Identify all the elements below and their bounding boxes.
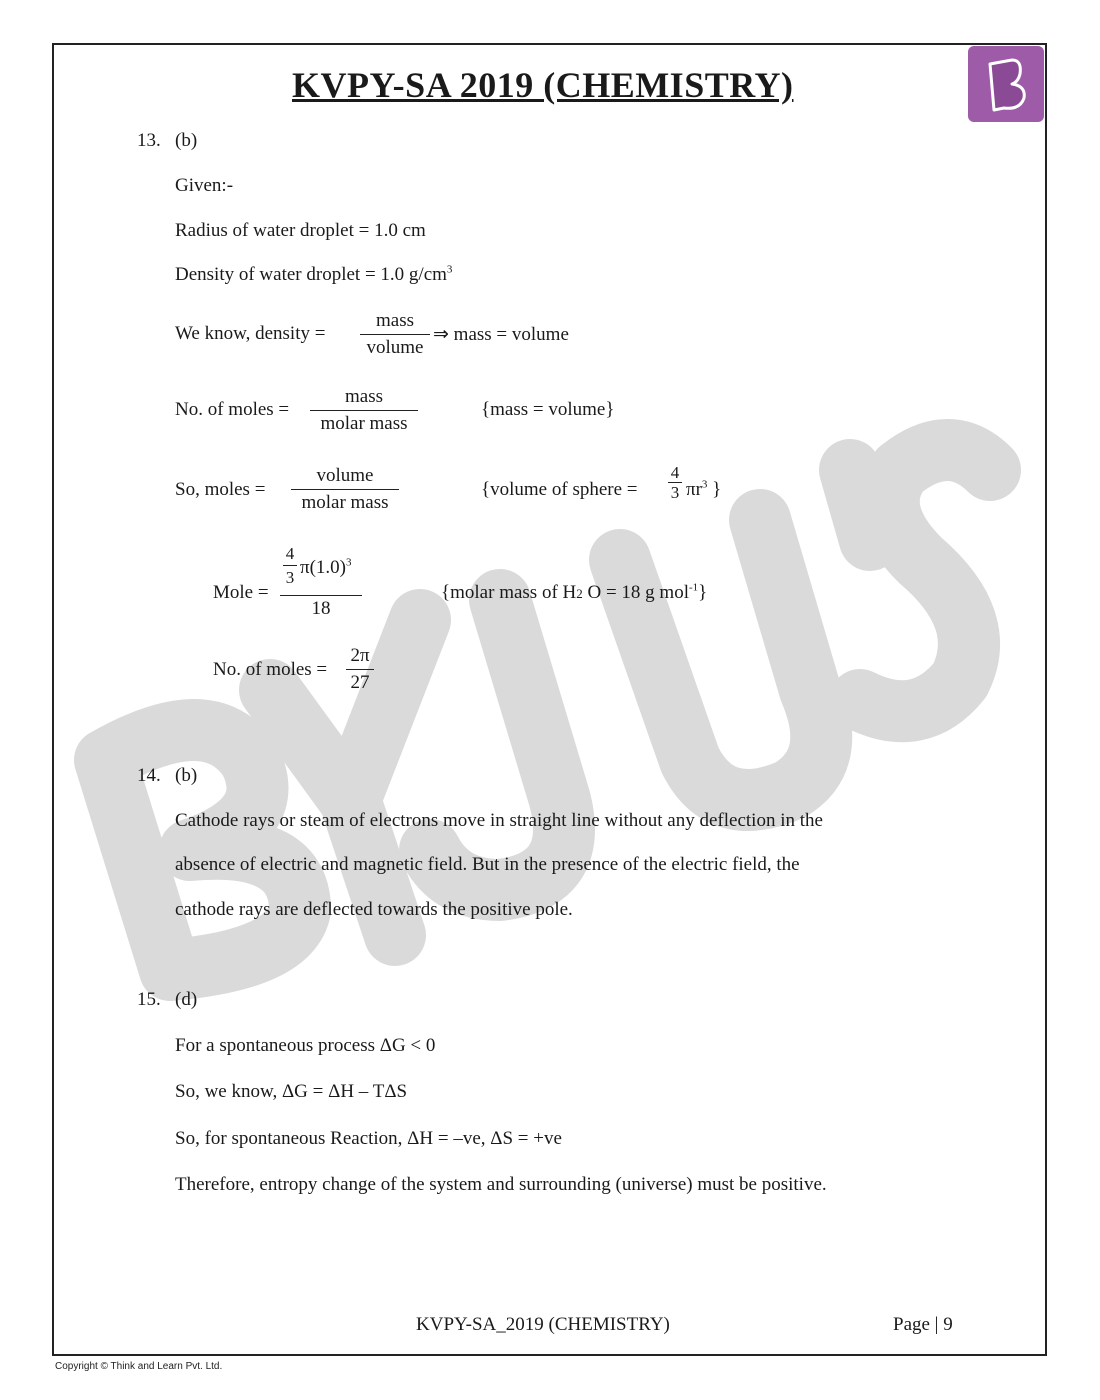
byjus-logo — [968, 46, 1044, 122]
q13-density: Density of water droplet = 1.0 $g/cm^3$ — [175, 263, 453, 285]
q13-sphere-note-prefix: {volume of sphere = — [481, 479, 638, 500]
q13-sphere-pi-r: $\pi r^3$ } — [686, 478, 722, 500]
footer-title: KVPY-SA_2019 (CHEMISTRY) — [416, 1314, 670, 1335]
q13-density-formula-prefix: We know, density = — [175, 323, 326, 344]
copyright-notice: Copyright © Think and Learn Pvt. Ltd. — [55, 1361, 223, 1372]
q13-final-fraction: $\frac{2\pi}{27}$ — [346, 645, 374, 694]
q13-moles-note: {mass = volume} — [481, 399, 615, 420]
q13-so-prefix: So, moles = — [175, 479, 266, 500]
q15-number: 15. — [137, 989, 161, 1010]
q13-so-fraction: volume molar mass — [291, 465, 399, 514]
q13-sphere-fraction: $\frac{4}{3}$ — [668, 464, 682, 503]
q13-given: Given:- — [175, 175, 234, 196]
q13-moles-fraction: mass molar mass — [310, 386, 418, 435]
q15-line: So, for spontaneous Reaction, ΔH = –ve, ΔS = +ve — [175, 1128, 562, 1149]
q14-answer: (b) — [175, 765, 198, 786]
q13-answer: (b) — [175, 130, 198, 151]
q13-moles-prefix: No. of moles = — [175, 399, 290, 420]
page-title: KVPY-SA 2019 (CHEMISTRY) — [292, 65, 794, 105]
q13-molar-note: {molar mass of H2 O = 18 g mol$^{-1}$} — [441, 581, 708, 603]
q14-line: cathode rays are deflected towards the positive pole. — [175, 899, 573, 920]
q13-density-suffix: ⇒ mass = volume — [433, 324, 569, 345]
q13-final-prefix: No. of moles = — [213, 659, 328, 680]
q15-line: So, we know, ΔG = ΔH – TΔS — [175, 1081, 408, 1102]
q14-line: Cathode rays or steam of electrons move in straight line without any deflection in the — [175, 810, 823, 831]
page-number: Page | 9 — [893, 1314, 953, 1335]
b-logo-icon — [968, 46, 1044, 122]
q13-number: 13. — [137, 130, 161, 151]
q13-mole-pi-expr: $\pi(1.0)^3$ — [300, 556, 352, 578]
q13-mole-fraction: $\frac{4}{3}$ $\pi(1.0)^3$ 18 — [280, 545, 362, 620]
q13-density-fraction: mass volume — [360, 310, 430, 359]
q13-mole-prefix: Mole = — [213, 582, 269, 603]
q15-line: Therefore, entropy change of the system and surrounding (universe) must be positive. — [175, 1174, 827, 1195]
q14-number: 14. — [137, 765, 161, 786]
q15-line: For a spontaneous process ΔG < 0 — [175, 1035, 436, 1056]
q15-answer: (d) — [175, 989, 198, 1010]
q13-mole-inner-fraction: $\frac{4}{3}$ — [283, 545, 297, 588]
q13-radius: Radius of water droplet = 1.0 cm — [175, 220, 426, 241]
q14-line: absence of electric and magnetic field. But in the presence of the electric field, the — [175, 854, 800, 875]
